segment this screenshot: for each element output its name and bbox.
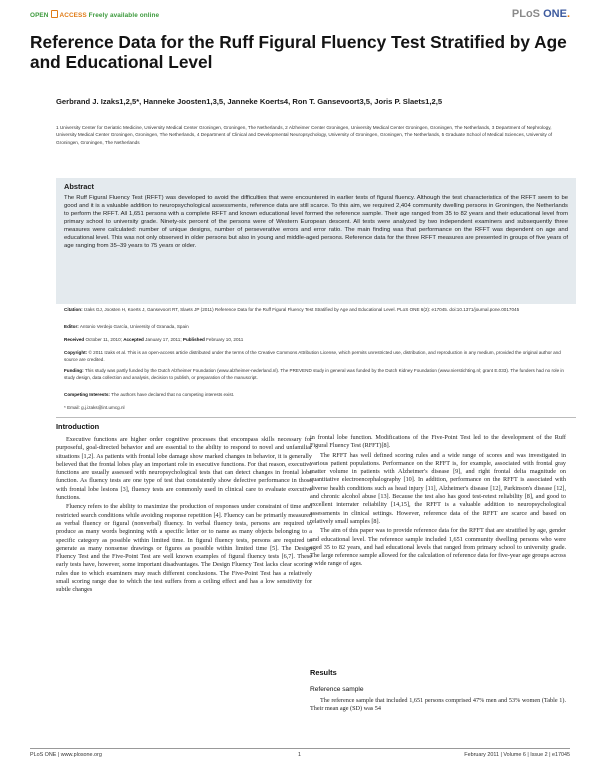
results-paragraph: The reference sample that included 1,651 persons comprised 47% men and 53% women (Table 1). Their mean age (SD) was 54 — [310, 697, 566, 713]
abstract-text: The Ruff Figural Fluency Test (RFFT) was developed to avoid the difficulties that were encountered in earlier tests of figural fluency. Although the test characteristics of the RFFT seem to be good and it is a valuable addition to neuropsychological assessments, reference data are still scarce. To this aim, we required 2,404 community dwelling persons in Groningen, the Netherlands to perform the RFFT. All 1,651 persons with a complete RFFT and known educational level formed the reference sample. Their age ranged from 35 to 82 years and their educational level from primary school to university grade. Ninety-six percent of the persons were of Western European descent. All tests were analyzed by two independent examiners and subsequently three measures were calculated: number of unique designs, number of perseverative errors and error ratio. The main finding was that performance on the RFFT was dependent on age and educational level. This was not only observed in older persons but also in young and middle-aged persons. Reference data for the three RFFT measures are presented in groups of five years of age ranging from 35–39 years to 75 years or older. — [64, 195, 568, 249]
footer-issue: February 2011 | Volume 6 | Issue 2 | e17045 — [464, 752, 570, 758]
open-access-banner — [30, 10, 159, 19]
results-column — [310, 697, 566, 715]
divider — [56, 417, 576, 418]
introduction-heading: Introduction — [56, 422, 100, 431]
competing-interests-line: Competing Interests: The authors have declared that no competing interests exist. — [64, 392, 235, 397]
abstract-heading: Abstract — [64, 182, 94, 191]
results-heading: Results — [310, 668, 337, 677]
access-label: ACCESS — [59, 12, 87, 19]
footer-journal: PLoS ONE | www.plosone.org — [30, 752, 102, 758]
footer-divider — [30, 748, 570, 749]
reference-sample-subheading: Reference sample — [310, 686, 364, 693]
affiliations: 1 University Center for Geriatric Medicine, University Medical Center Groningen, Groningen, The Netherlands, 2 Alzheimer Center Groningen, University Medical Center Groningen, Groningen, The Netherlands, 3 Department of Nephrology, University Medical Center Groningen, Groningen, The Netherlands, 4 Department of Clinical and Developmental Neuropsychology, University of Groningen, Groningen, The Netherlands, 5 Graduate School of Medical Sciences, University of Groningen, Groningen, The Netherlands — [56, 125, 553, 145]
intro-paragraph: The aim of this paper was to provide reference data for the RFFT that are stratified by age, gender and educational level. The reference sample included 1,651 community dwelling persons who were aged 35 to 82 years, and had educational levels that ranged from primary school to university grade. The large reference sample allowed for the calculation of reference data for five-year age groups across a wide range of ages. — [310, 527, 567, 568]
left-column — [56, 436, 312, 596]
intro-paragraph: in frontal lobe function. Modifications of the Five-Point Test led to the development of the Ruff Figural Fluency Test (RFFT)[8]. — [310, 434, 566, 450]
intro-paragraph: Executive functions are higher order cognitive processes that encompass skills necessary for purposeful, goal-directed behavior and are essential to the ability to respond to novel and unfamiliar situations [1,2]. As patients with frontal lobe damage show marked changes in behavior, it is generally believed that the frontal lobes play an important role in executive functions. For that reason, executive functions are usually assessed with neuropsychological tests that can detect changes in frontal lobe function. As fluency tests are one type of test that consistently show defective performance in those with frontal lobe lesions [3], fluency tests are commonly used in clinical care to evaluate executive functions. — [56, 436, 312, 502]
article-title: Reference Data for the Ruff Figural Fluency Test Stratified by Age and Educational Level — [30, 32, 567, 72]
funding-line: Funding: This study was partly funded by the Dutch Alzheimer Foundation (www.alzheimer-nederland.nl). The PREVEND study in general was funded by the Dutch Kidney Foundation (www.nierstichting.nl; grant E.033). The funders had no role in study design, data collection and analysis, decision to publish, or preparation of the manuscript. — [64, 368, 564, 380]
author-list: Gerbrand J. Izaks1,2,5*, Hanneke Joosten1,3,5, Janneke Koerts4, Ron T. Gansevoort3,5, Joris P. Slaets1,2,5 — [56, 97, 443, 106]
abstract-panel — [56, 178, 576, 304]
page-number: 1 — [298, 752, 301, 758]
email-line[interactable]: * Email: g.j.izaks@int.umcg.nl — [64, 405, 125, 410]
plos-one-logo: PLoS ONE. — [511, 8, 570, 20]
editor-line: Editor: Antonio Verdejo García, University of Granada, Spain — [64, 324, 189, 329]
freely-available-text: Freely available online — [88, 12, 160, 19]
open-lock-icon — [51, 10, 58, 18]
intro-paragraph: The RFFT has well defined scoring rules and a wide range of scores and was investigated in various patient populations. Performance on the RFFT is, for example, associated with frontal gray matter volume in patients with Alzheimer's disease [9], and right frontal delta magnitude on quantitative electroencephalography [10]. In addition, performance on the RFFT is associated with diverse health conditions such as head injury [11], Alzheimer's disease [12], Parkinson's disease [12], and chronic alcohol abuse [13]. Because the test also has good test-retest reliability [8], and good to excellent interrater reliability [14,15], the RFFT is a valuable addition to neuropsychological assessments in clinical settings. However, reference data of the RFFT are scarce and based on relatively small samples [8]. — [310, 451, 566, 525]
right-column — [310, 434, 566, 570]
intro-paragraph: Fluency refers to the ability to maximize the production of responses under constraint of time and restricted search conditions while avoiding response repetition [4]. Fluency can be primarily measured as verbal fluency or figural (nonverbal) fluency. In verbal fluency tests, persons are required to produce as many words beginning with a specific letter or to name as many objects belonging to a specific category as possible within limited time. In figural fluency tests, persons are required to generate as many nonsense drawings or figures as possible within limited time [5]. The Design Fluency Test and the Five-Point Test are well known examples of figural fluency tests [6,7]. These early tests have, however, some important disadvantages. The Design Fluency Test lacks clear scoring rules due to which examiners may reach different conclusions. The Five-Point Test has a relatively small scoring range due to which the test suffers from a ceiling effect and has a low sensitivity for subtle changes — [56, 503, 312, 594]
journal-header — [30, 8, 570, 26]
dates-line: Received October 11, 2010; Accepted January 17, 2011; Published February 10, 2011 — [64, 337, 244, 342]
copyright-line: Copyright: © 2011 Izaks et al. This is an open-access article distributed under the terms of the Creative Commons Attribution License, which permits unrestricted use, distribution, and reproduction in any medium, provided the original author and source are credited. — [64, 350, 561, 362]
open-label: OPEN — [30, 12, 49, 19]
citation-line: Citation: Izaks GJ, Joosten H, Koerts J, Gansevoort RT, Slaets JP (2011) Reference Data for the Ruff Figural Fluency Test Stratified by Age and Educational Level. PLoS ONE 6(2): e17045. doi:10.1371/journal.pone.0017045 — [64, 307, 520, 312]
